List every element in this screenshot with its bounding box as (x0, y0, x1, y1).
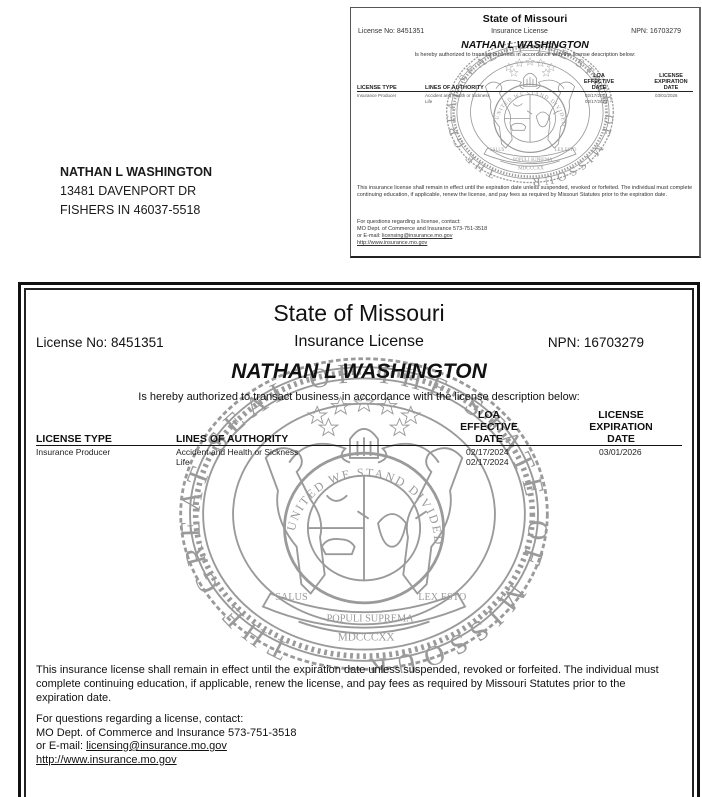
header-lines-of-authority: LINES OF AUTHORITY (425, 85, 484, 91)
website-link[interactable]: http://www.insurance.mo.gov (36, 753, 177, 766)
license-kind: Insurance License (491, 28, 548, 35)
license-number: License No: 8451351 (36, 335, 164, 350)
website-link[interactable]: http://www.insurance.mo.gov (357, 240, 428, 246)
contact-intro: For questions regarding a license, contact: (36, 713, 244, 725)
state-title: State of Missouri (273, 300, 445, 326)
license-card-small (350, 7, 701, 258)
licensee-name: NATHAN L WASHINGTON (231, 360, 487, 383)
table-header (36, 408, 682, 446)
contact-info: For questions regarding a license, contact: MO Dept. of Commerce and Insurance 573-751-3518 or E-mail: licensing@insurance.mo.gov http://www.insurance.mo.gov (357, 219, 488, 246)
cell-loa-effective-dates: 02/17/2024 02/17/2024 (466, 447, 509, 467)
table-header (357, 69, 693, 92)
validity-text: This insurance license shall remain in effect until the expiration date unless suspended, revoked or forfeited. The individual must complete continuing education, if applicable, renew the license, and pay fees as required by Missouri Statutes prior to the expiration date. (357, 185, 693, 198)
license-table (357, 69, 693, 108)
authorization-text: Is hereby authorized to transact business in accordance with the license description below: (138, 391, 580, 403)
city-state-zip: FISHERS IN 46037-5518 (60, 203, 201, 217)
npn-number: NPN: 16703279 (547, 335, 644, 350)
email-link[interactable]: licensing@insurance.mo.gov (86, 740, 227, 752)
state-title: State of Missouri (482, 13, 568, 25)
npn-number: NPN: 16703279 (631, 28, 681, 35)
header-license-expiration-date: LICENSE EXPIRATION DATE (589, 409, 653, 445)
cell-expiration-date: 03/01/2026 (655, 93, 678, 98)
header-lines-of-authority: LINES OF AUTHORITY (176, 433, 289, 445)
header-license-type: LICENSE TYPE (36, 433, 112, 445)
state-seal-watermark-icon (445, 37, 615, 187)
header-loa-effective-date: LOA EFFECTIVE DATE (583, 73, 615, 91)
cell-loa-effective-dates: 02/17/2024 02/17/2024 (585, 93, 608, 104)
cell-license-type: Insurance Producer (36, 447, 111, 457)
cell-lines-of-authority: Accident and Health or Sickness Life (176, 447, 299, 467)
cell-license-type: Insurance Producer (357, 93, 397, 98)
certificate-inner-border (24, 288, 694, 797)
table-row (36, 446, 682, 472)
recipient-name: NATHAN L WASHINGTON (60, 165, 213, 179)
cell-lines-of-authority: Accident and Health or Sickness Life (425, 93, 490, 104)
license-number: License No: 8451351 (358, 28, 425, 35)
licensee-name: NATHAN L WASHINGTON (461, 39, 589, 51)
validity-text: This insurance license shall remain in effect until the expiration date unless suspended, revoked or forfeited. The individual must complete continuing education, if applicable, renew the license, and pay fees as required by Missouri Statutes prior to the expiration date. (36, 664, 659, 704)
street-address: 13481 DAVENPORT DR (60, 184, 197, 198)
contact-department: MO Dept. of Commerce and Insurance 573-751-3518 (36, 726, 297, 739)
email-link[interactable]: licensing@insurance.mo.gov (382, 233, 453, 239)
contact-info (36, 713, 296, 767)
license-table (36, 408, 682, 472)
authorization-text: Is hereby authorized to transact business in accordance with the license description below: (414, 52, 636, 58)
header-loa-effective-date: LOA EFFECTIVE DATE (460, 409, 518, 445)
mailing-address (60, 163, 212, 220)
license-kind: Insurance License (294, 333, 424, 350)
table-row (357, 92, 693, 108)
contact-email-line: or E-mail: licensing@insurance.mo.gov (36, 740, 227, 752)
header-license-type: LICENSE TYPE (357, 85, 397, 91)
cell-expiration-date: 03/01/2026 (599, 447, 642, 457)
license-certificate (18, 282, 700, 797)
header-license-expiration-date: LICENSE EXPIRATION DATE (654, 73, 688, 91)
